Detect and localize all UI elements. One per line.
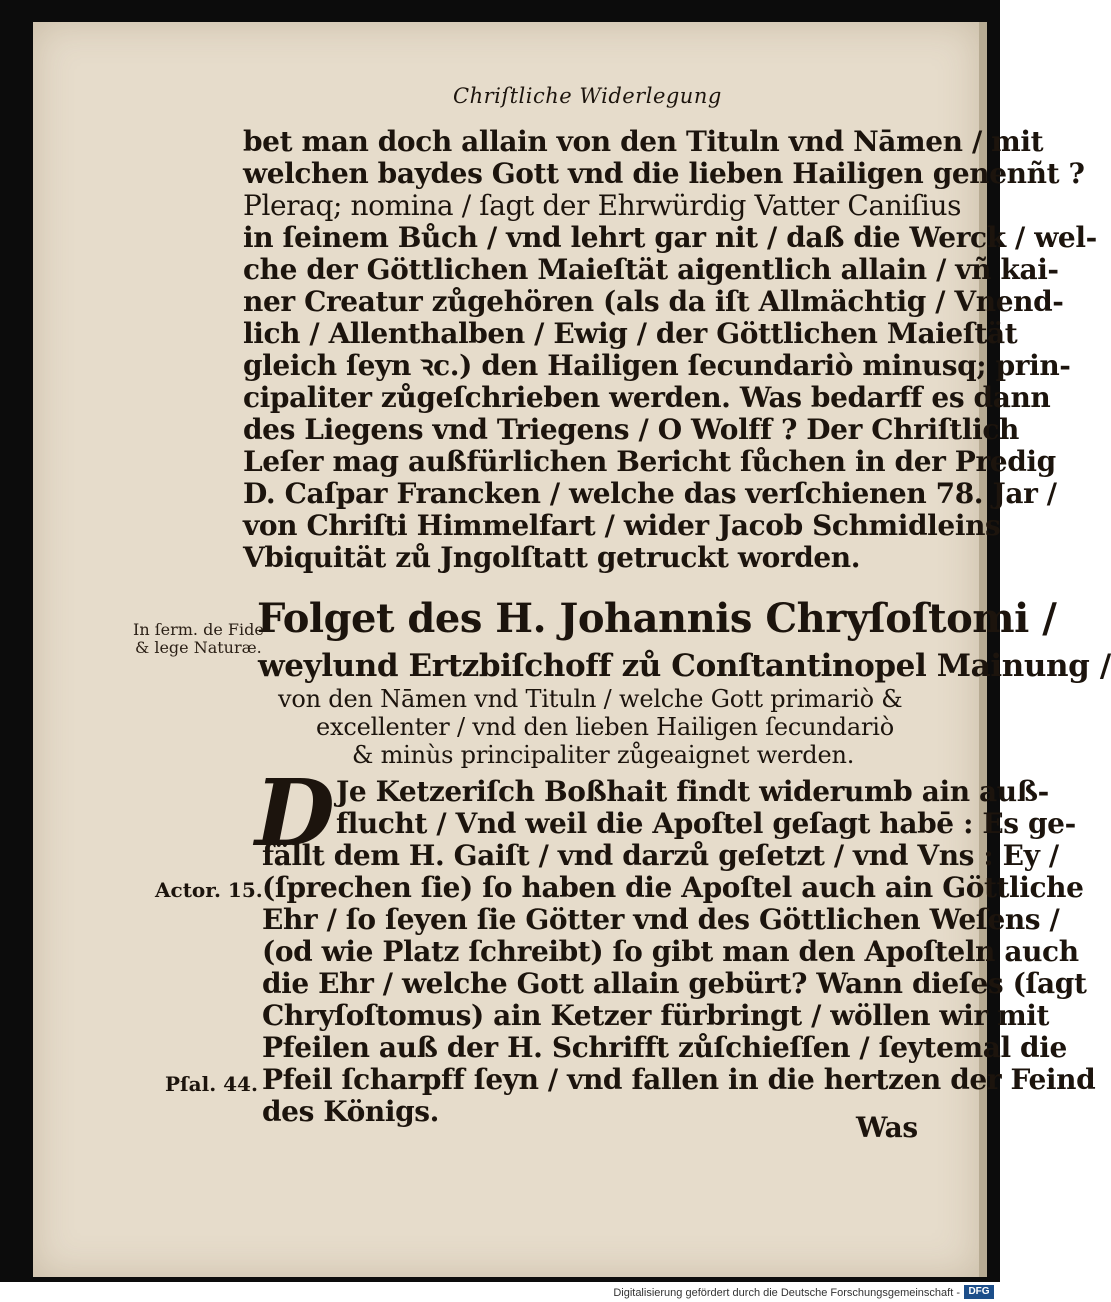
body-line: (od wie Platz ſchreibt) ſo gibt man den Apoſteln auch bbox=[262, 935, 1079, 968]
section-heading: Folget des H. Johannis Chryſoſtomi / bbox=[257, 595, 1057, 642]
body-line: Chryſoſtomus) ain Ketzer fürbringt / wöllen wir mit bbox=[262, 999, 1050, 1032]
section-heading-line: & minùs principaliter zůgeaignet werden. bbox=[352, 741, 855, 769]
body-line: Leſer mag außfürlichen Bericht ſůchen in der Predig bbox=[243, 445, 1056, 478]
body-line: welchen baydes Gott vnd die lieben Hailigen genenñt ? bbox=[243, 157, 1085, 190]
body-line: des Liegens vnd Triegens / O Wolff ? Der Chriſtlich bbox=[243, 413, 1019, 446]
margin-note: Pſal. 44. bbox=[165, 1072, 258, 1096]
drop-cap: D bbox=[255, 759, 335, 867]
body-line: bet man doch allain von den Tituln vnd Nāmen / mit bbox=[243, 125, 1044, 158]
margin-note: & lege Naturæ. bbox=[135, 638, 262, 657]
footer-credit: Digitalisierung gefördert durch die Deutsche Forschungsgemeinschaft - bbox=[613, 1287, 960, 1299]
body-line: von Chriſti Himmelfart / wider Jacob Schmidleins bbox=[243, 509, 1001, 542]
body-line: lich / Allenthalben / Ewig / der Göttlichen Maieſtät bbox=[243, 317, 1018, 350]
body-line: des Königs. bbox=[262, 1095, 439, 1128]
body-line: Je Ketzeriſch Boßhait findt widerumb ain auß- bbox=[336, 775, 1049, 808]
section-heading-line: excellenter / vnd den lieben Hailigen ſecundariò bbox=[316, 713, 894, 741]
section-heading-line: von den Nāmen vnd Tituln / welche Gott primariò & bbox=[278, 685, 903, 713]
body-line: flucht / Vnd weil die Apoſtel geſagt habē : Es ge- bbox=[336, 807, 1076, 840]
body-line: die Ehr / welche Gott allain gebürt? Wann dieſes (ſagt bbox=[262, 967, 1087, 1000]
body-line: Pfeil ſcharpff ſeyn / vnd fallen in die hertzen der Feind bbox=[262, 1063, 1096, 1096]
catchword: Was bbox=[856, 1111, 918, 1144]
body-line: Pleraq; nomina / ſagt der Ehrwürdig Vatter Caniſius bbox=[243, 189, 962, 222]
running-head: Chriſtliche Widerlegung bbox=[453, 84, 722, 108]
body-line: Pfeilen auß der H. Schrifft zůſchieſſen / ſeytemal die bbox=[262, 1031, 1067, 1064]
section-heading-line: weylund Ertzbiſchoff zů Conſtantinopel Mainung / bbox=[258, 648, 1111, 684]
body-line: Vbiquität zů Jngolſtatt getruckt worden. bbox=[243, 541, 861, 574]
margin-note: Actor. 15. bbox=[155, 878, 263, 902]
body-line: D. Caſpar Francken / welche das verſchienen 78. Jar / bbox=[243, 477, 1057, 510]
margin-note: In ſerm. de Fide bbox=[133, 620, 264, 639]
body-line: (ſprechen ſie) ſo haben die Apoſtel auch ain Göttliche bbox=[262, 871, 1084, 904]
body-line: ner Creatur zůgehören (als da iſt Allmächtig / Vnend- bbox=[243, 285, 1064, 318]
body-line: che der Göttlichen Maieſtät aigentlich allain / vñ kai- bbox=[243, 253, 1059, 286]
body-line: Ehr / ſo ſeyen ſie Götter vnd des Göttlichen Weſens / bbox=[262, 903, 1060, 936]
body-line: in ſeinem Bůch / vnd lehrt gar nit / daß die Werck / wel- bbox=[243, 221, 1097, 254]
dfg-logo: DFG bbox=[964, 1285, 994, 1299]
body-line: cipaliter zůgeſchrieben werden. Was bedarff es dann bbox=[243, 381, 1051, 414]
body-line: gleich ſeyn ꝛc.) den Hailigen ſecundariò minusq; prin- bbox=[243, 349, 1071, 382]
body-line: fällt dem H. Gaiſt / vnd darzů geſetzt / vnd Vns : Ey / bbox=[262, 839, 1059, 872]
